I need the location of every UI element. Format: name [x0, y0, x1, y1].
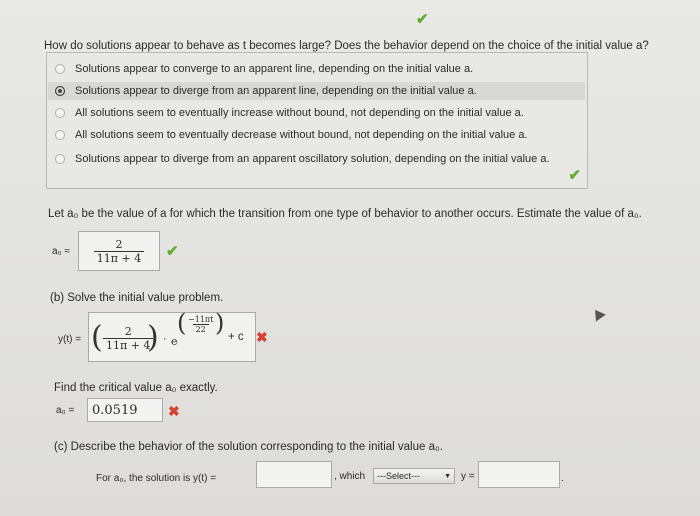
solution-cross-icon: ✖	[256, 329, 268, 345]
option-4[interactable]	[55, 126, 528, 144]
top-check-icon: ✔	[416, 11, 429, 28]
left-paren: (	[91, 320, 103, 355]
radio-button[interactable]	[55, 130, 65, 140]
radio-button-selected[interactable]	[55, 86, 65, 96]
option-2[interactable]	[48, 82, 585, 100]
radio-button[interactable]	[55, 154, 65, 164]
period-label: .	[561, 473, 564, 484]
option-1[interactable]	[55, 60, 473, 78]
option-label: All solutions seem to eventually increase without bound, not depending on the initial value a.	[75, 107, 524, 119]
e-base: e	[171, 335, 178, 348]
option-label: Solutions appear to converge to an apparent line, depending on the initial value a.	[75, 63, 474, 75]
dropdown-arrow-icon: ▼	[444, 472, 451, 480]
option-5[interactable]	[55, 150, 550, 168]
select-value: ---Select---	[377, 471, 420, 481]
solution-yt-input[interactable]	[256, 461, 332, 488]
options-box	[46, 52, 588, 189]
dot-operator: ·	[163, 333, 167, 345]
radio-button[interactable]	[55, 64, 65, 74]
estimate-prompt: Let a₀ be the value of a for which the transition from one type of behavior to another occurs. Estimate the value of a₀.	[48, 208, 642, 220]
part-b-prompt: (b) Solve the initial value problem.	[50, 292, 224, 304]
radio-button[interactable]	[55, 108, 65, 118]
right-paren: )	[147, 320, 159, 355]
limit-y-input[interactable]	[478, 461, 560, 488]
mouse-cursor-icon	[590, 306, 606, 321]
a0-estimate-fraction: $\frac{2}{11\pi + 4}$	[94, 238, 144, 265]
option-3[interactable]	[55, 104, 524, 122]
exp-right-paren: )	[215, 309, 225, 337]
part-a-question: How do solutions appear to behave as t becomes large? Does the behavior depend on the choice of the initial value a?	[44, 40, 649, 52]
plus-c: + c	[228, 331, 244, 343]
critical-prompt: Find the critical value a₀ exactly.	[54, 382, 218, 394]
which-label: , which	[334, 471, 366, 482]
a0-approx-label: a₀ ≈	[52, 246, 70, 257]
exp-left-paren: (	[177, 309, 187, 337]
critical-cross-icon: ✖	[168, 403, 180, 419]
critical-value-input[interactable]: 0.0519	[87, 398, 163, 422]
yt-label: y(t) =	[58, 334, 82, 345]
a0-equals-label: a₀ =	[56, 405, 75, 416]
a0-estimate-box[interactable]	[78, 231, 160, 271]
part-c-prompt: (c) Describe the behavior of the solution corresponding to the initial value a₀.	[54, 441, 443, 453]
for-a0-label: For a₀, the solution is y(t) =	[96, 473, 217, 484]
option-label: Solutions appear to diverge from an apparent line, depending on the initial value a.	[75, 85, 477, 97]
exponent-fraction: $\frac{-11\pi t}{22}$	[188, 315, 214, 334]
solution-fraction: $\frac{2}{11\pi + 4}$	[103, 325, 153, 352]
option-label: All solutions seem to eventually decrease without bound, not depending on the initial value a.	[75, 129, 528, 141]
options-check-icon: ✔	[568, 167, 581, 184]
behavior-select[interactable]	[373, 468, 455, 484]
y-equals-label: y =	[461, 471, 475, 482]
estimate-check-icon: ✔	[166, 243, 179, 260]
option-label: Solutions appear to diverge from an apparent oscillatory solution, depending on the initial value a.	[75, 153, 550, 165]
